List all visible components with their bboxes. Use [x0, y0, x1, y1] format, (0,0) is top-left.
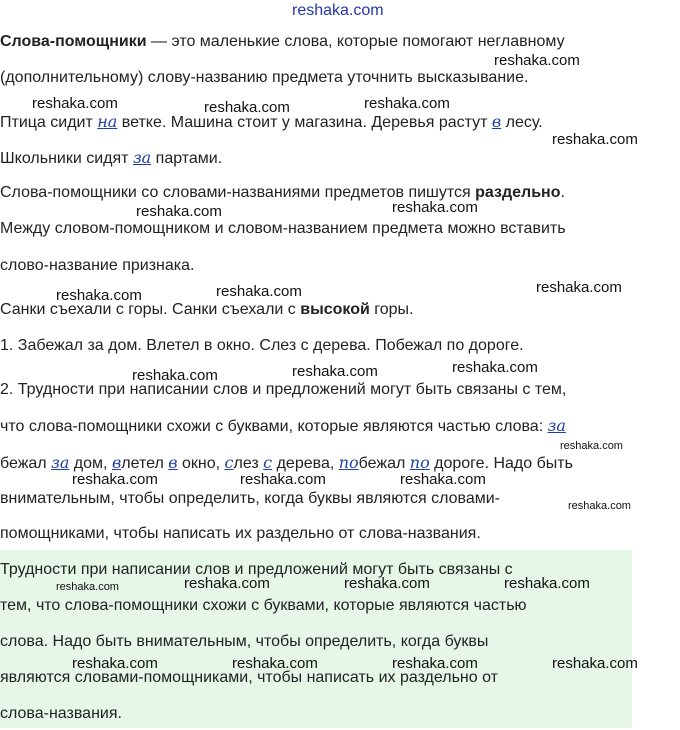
watermark: reshaka.com: [494, 52, 580, 69]
watermark: reshaka.com: [72, 655, 158, 672]
watermark: reshaka.com: [136, 203, 222, 220]
example-text: лесу.: [501, 114, 543, 131]
point-text: бежал: [358, 455, 410, 472]
watermark: reshaka.com: [32, 95, 118, 112]
watermark: reshaka.com: [400, 471, 486, 488]
rule-text: Слова-помощники со словами-названиями предметов пишутся: [0, 184, 476, 201]
summary-line-4: являются словами-помощниками, чтобы написать их раздельно от: [0, 669, 498, 686]
rule-line-3: слово-название признака.: [0, 257, 195, 274]
point-text: дерева,: [272, 455, 339, 472]
watermark-top: reshaka.com: [292, 2, 384, 19]
point-2-line-5: помощниками, чтобы написать их раздельно от слова-названия.: [0, 525, 481, 542]
point-text: что слова-помощники схожи с буквами, которые являются частью слова:: [0, 418, 548, 435]
watermark: reshaka.com: [536, 279, 622, 296]
watermark: reshaka.com: [216, 283, 302, 300]
watermark: reshaka.com: [552, 131, 638, 148]
point-text: дороге. Надо быть: [429, 455, 573, 472]
helper-word: с: [224, 453, 234, 472]
point-1: 1. Забежал за дом. Влетел в окно. Слез с дерева. Побежал по дороге.: [0, 337, 524, 354]
watermark: reshaka.com: [72, 471, 158, 488]
helper-word: в: [168, 453, 178, 472]
watermark: reshaka.com: [452, 359, 538, 376]
example-text: горы.: [369, 301, 414, 318]
point-text: бежал: [0, 455, 52, 472]
intro-line-2: (дополнительному) слову-названию предмета уточнить высказывание.: [0, 69, 529, 86]
watermark: reshaka.com: [560, 440, 623, 452]
watermark: reshaka.com: [292, 363, 378, 380]
watermark: reshaka.com: [344, 575, 430, 592]
watermark: reshaka.com: [56, 287, 142, 304]
helper-word: по: [409, 453, 430, 472]
example-text: Санки съехали с горы. Санки съехали с: [0, 301, 301, 318]
watermark: reshaka.com: [392, 655, 478, 672]
helper-word: в: [491, 112, 502, 131]
rule-bold: раздельно: [475, 184, 561, 201]
helper-word: за: [547, 416, 566, 435]
helper-word: по: [338, 453, 359, 472]
watermark: reshaka.com: [392, 199, 478, 216]
example-text: ветке. Машина стоит у магазина. Деревья растут: [117, 114, 492, 131]
summary-line-5: слова-названия.: [0, 705, 122, 722]
point-text: окно,: [177, 455, 225, 472]
point-2-line-1: 2. Трудности при написании слов и предложений могут быть связаны с тем,: [0, 381, 567, 398]
point-2-line-2: [0, 416, 566, 437]
watermark: reshaka.com: [552, 655, 638, 672]
watermark: reshaka.com: [184, 575, 270, 592]
example-text: Школьники сидят: [0, 150, 133, 167]
summary-line-3: слова. Надо быть внимательным, чтобы определить, когда буквы: [0, 633, 489, 650]
example-line-2: [0, 148, 222, 169]
helper-word: в: [111, 453, 122, 472]
intro-line-1: [0, 32, 565, 52]
rule-line-2: Между словом-помощником и словом-названием предмета можно вставить: [0, 220, 566, 237]
helper-word: на: [97, 112, 118, 131]
helper-word: с: [263, 453, 273, 472]
watermark: reshaka.com: [56, 581, 119, 593]
rule-line-1: [0, 183, 565, 203]
watermark: reshaka.com: [232, 655, 318, 672]
helper-word: за: [51, 453, 70, 472]
intro-rest: — это маленькие слова, которые помогают неглавному: [146, 33, 565, 50]
point-text: дом,: [69, 455, 112, 472]
watermark: reshaka.com: [132, 367, 218, 384]
example-text: Птица сидит: [0, 114, 98, 131]
watermark: reshaka.com: [204, 99, 290, 116]
point-text: лез: [233, 455, 264, 472]
helper-word: за: [132, 148, 152, 167]
summary-line-2: тем, что слова-помощники схожи с буквами, которые являются частью: [0, 597, 527, 614]
point-text: летел: [121, 455, 169, 472]
example-bold: высокой: [300, 301, 370, 318]
example-text: партами.: [151, 150, 223, 167]
watermark: reshaka.com: [240, 471, 326, 488]
intro-term: Слова-помощники: [0, 33, 147, 50]
watermark: reshaka.com: [568, 500, 631, 512]
summary-line-1: Трудности при написании слов и предложений могут быть связаны с: [0, 561, 513, 578]
watermark: reshaka.com: [504, 575, 590, 592]
rule-text: .: [560, 184, 565, 201]
watermark: reshaka.com: [364, 95, 450, 112]
point-2-line-4: внимательным, чтобы определить, когда буквы являются словами-: [0, 490, 500, 507]
